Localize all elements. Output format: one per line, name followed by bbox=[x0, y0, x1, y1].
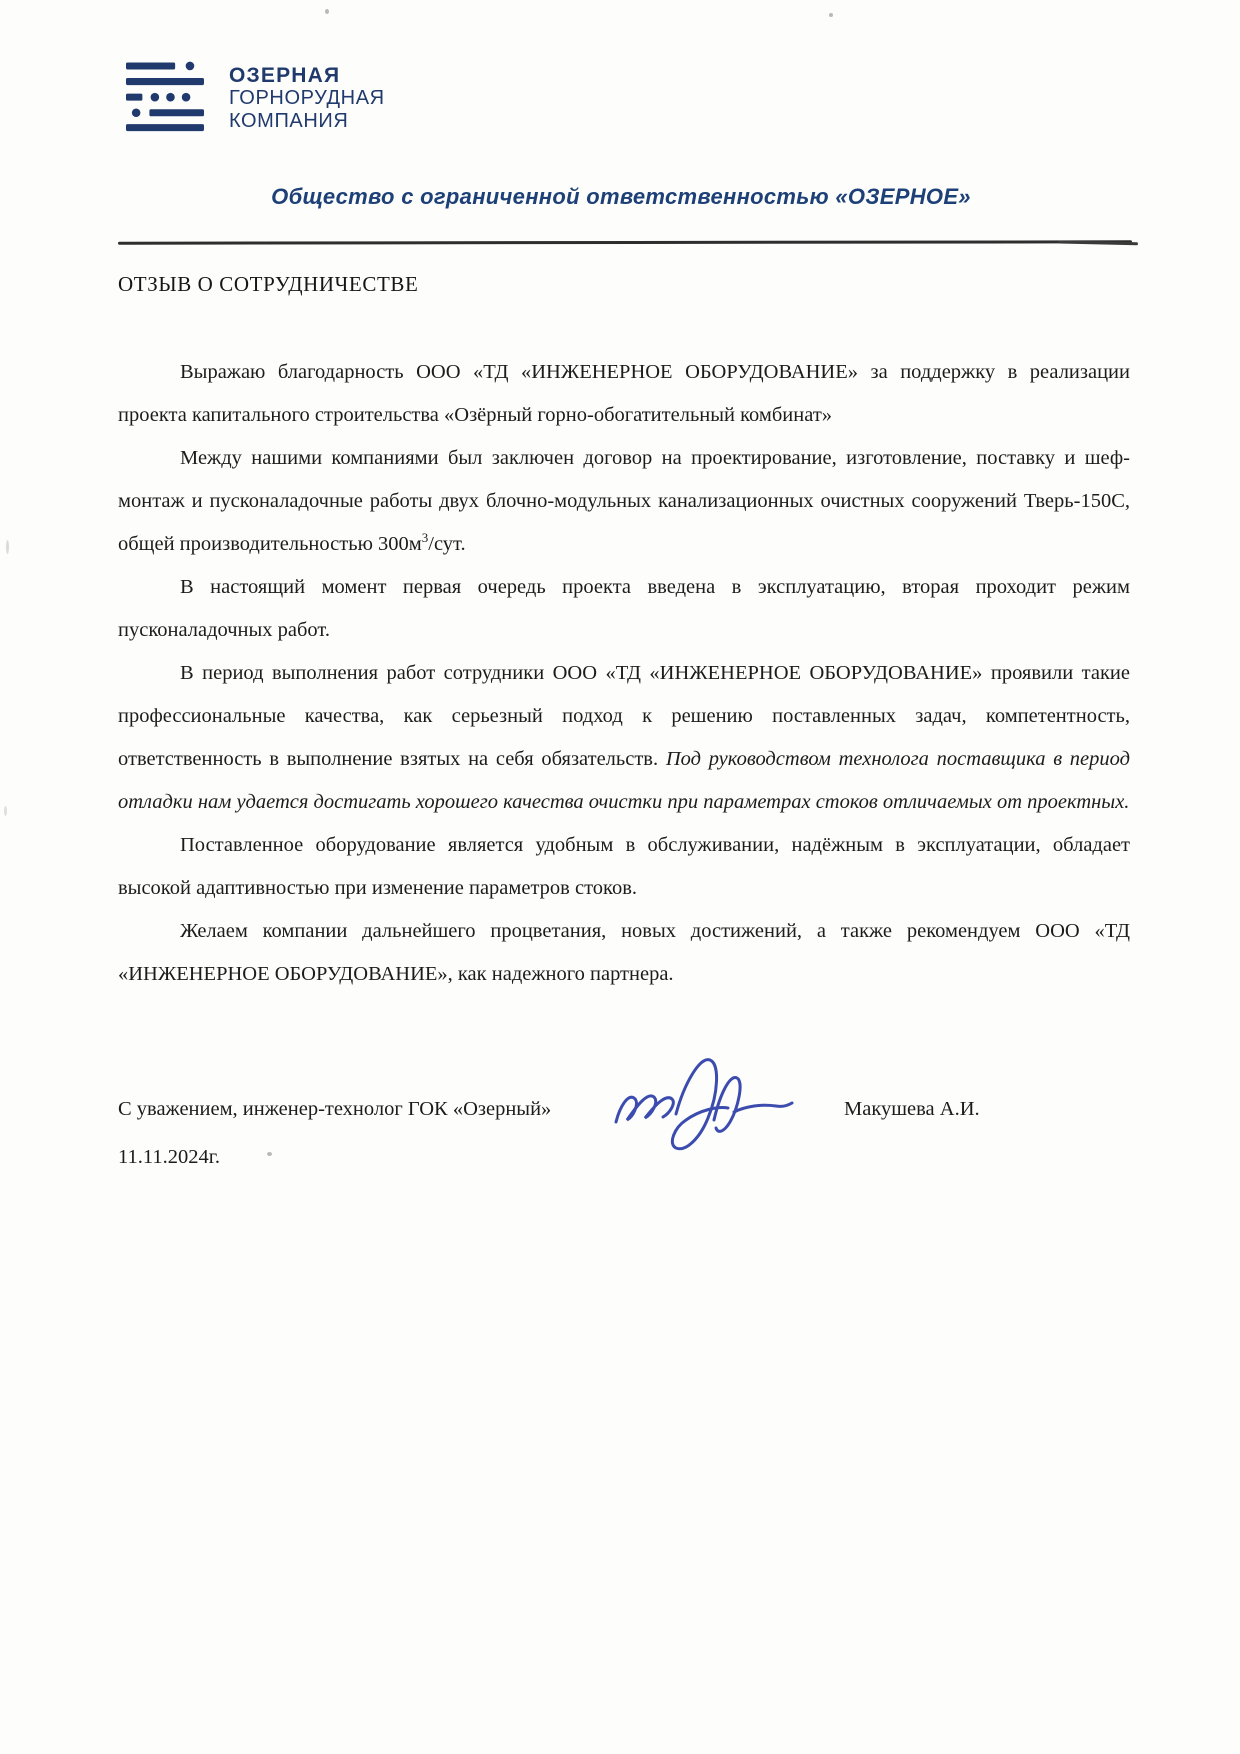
paragraph-gratitude bbox=[118, 351, 1130, 437]
scan-speck bbox=[325, 9, 329, 14]
letter-body bbox=[118, 351, 1130, 996]
company-logo-text bbox=[229, 60, 385, 133]
company-title: Общество с ограниченной ответственностью «ОЗЕРНОЕ» bbox=[271, 184, 971, 209]
paragraph-italic-text: Под руководством технолога поставщика в период отладки нам удается достигать хорошего качества очистки при параметрах стоков отличаемых от проектных. bbox=[118, 748, 1130, 813]
paragraph-equipment bbox=[118, 824, 1130, 910]
document-heading: ОТЗЫВ О СОТРУДНИЧЕСТВЕ bbox=[118, 272, 419, 296]
paragraph-qualities bbox=[118, 652, 1130, 824]
paragraph-text: Между нашими компаниями был заключен договор на проектирование, изготовление, поставку и шеф-монтаж и пусконаладочные работы двух блочно-модульных канализационных очистных сооружений Тверь-150С, общей производительностью 300м bbox=[118, 447, 1130, 555]
logo-name-line: КОМПАНИЯ bbox=[229, 110, 349, 132]
signature-block bbox=[118, 1090, 1130, 1210]
paragraph-text: /сут. bbox=[428, 533, 466, 555]
paragraph-text: Поставленное оборудование является удобным в обслуживании, надёжным в эксплуатации, обладает высокой адаптивностью при изменение параметров стоков. bbox=[118, 834, 1130, 899]
paragraph-recommendation bbox=[118, 910, 1130, 996]
mining-company-logo-icon bbox=[126, 60, 204, 132]
horizontal-divider bbox=[118, 240, 1132, 244]
scan-speck bbox=[4, 806, 7, 816]
handwritten-signature bbox=[610, 1050, 800, 1160]
logo-name-line: ГОРНОРУДНАЯ bbox=[229, 87, 385, 109]
paragraph-text: Желаем компании дальнейшего процветания, новых достижений, а также рекомендуем ООО «ТД «ИНЖЕНЕРНОЕ ОБОРУДОВАНИЕ», как надежного партнера. bbox=[118, 920, 1130, 985]
superscript-cubed: 3 bbox=[421, 530, 429, 546]
scan-speck bbox=[6, 540, 9, 554]
signature-closing: С уважением, инженер-технолог ГОК «Озерный» bbox=[118, 1098, 552, 1120]
company-logo bbox=[126, 60, 385, 133]
paragraph-text: Выражаю благодарность ООО «ТД «ИНЖЕНЕРНОЕ ОБОРУДОВАНИЕ» за поддержку в реализации проекта капитального строительства «Озёрный горно-обогатительный комбинат» bbox=[118, 361, 1130, 426]
paragraph-contract bbox=[118, 437, 1130, 566]
paragraph-text: В период выполнения работ сотрудники ООО «ТД «ИНЖЕНЕРНОЕ ОБОРУДОВАНИЕ» проявили такие профессиональные качества, как серьезный подход к решению поставленных задач, компетентность, ответственность в выполнение взятых на себя обязательств. bbox=[118, 662, 1130, 770]
paragraph-status bbox=[118, 566, 1130, 652]
signature-date: 11.11.2024г. bbox=[118, 1146, 220, 1168]
scan-speck bbox=[267, 1152, 272, 1156]
logo-name-line: ОЗЕРНАЯ bbox=[229, 64, 341, 87]
scan-speck bbox=[829, 13, 833, 17]
paragraph-text: В настоящий момент первая очередь проекта введена в эксплуатацию, вторая проходит режим пусконаладочных работ. bbox=[118, 576, 1130, 641]
signer-name: Макушева А.И. bbox=[844, 1098, 980, 1120]
